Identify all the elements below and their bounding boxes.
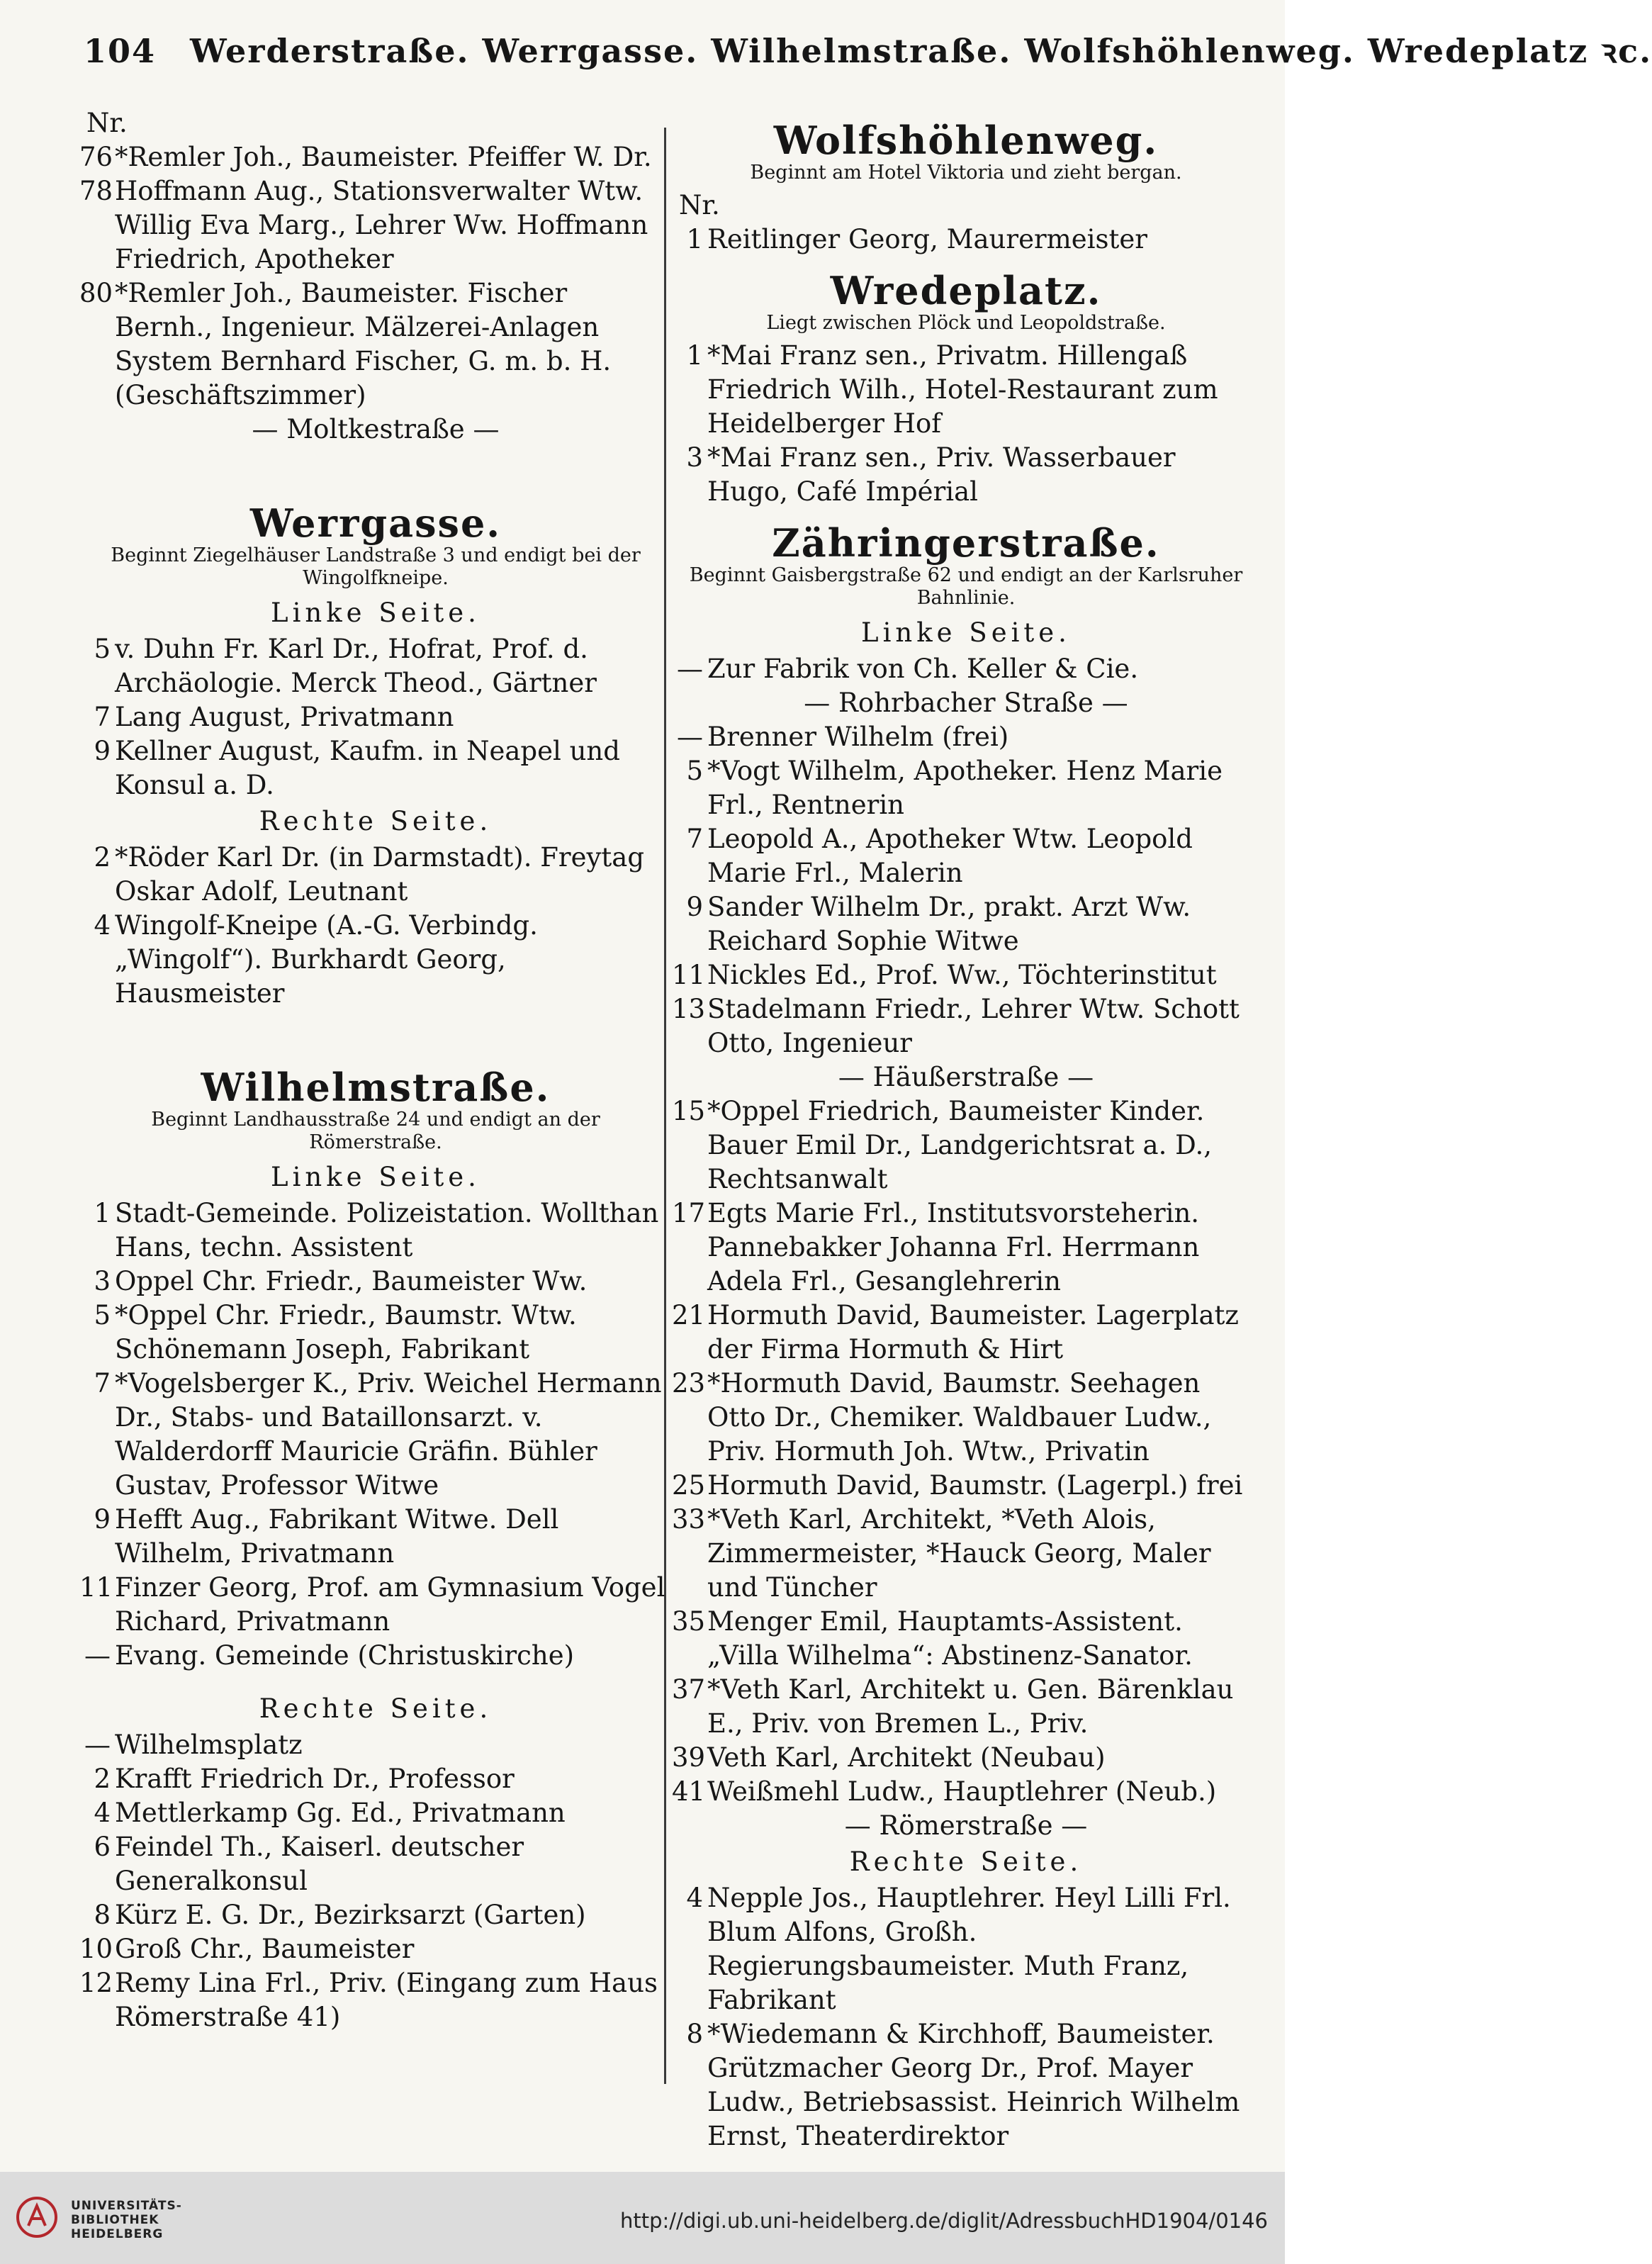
resident-text: v. Duhn Fr. Karl Dr., Hofrat, Prof. d. Archäologie. Merck Theod., Gärtner	[115, 634, 597, 698]
directory-entry	[672, 1673, 1260, 1741]
house-number: 1	[686, 340, 703, 371]
resident-text: Wilhelmsplatz	[115, 1730, 303, 1760]
resident-text: Lang August, Privatmann	[115, 702, 454, 732]
house-number: 8	[686, 2019, 703, 2049]
page-number: 104	[84, 32, 157, 70]
cross-street-moltkestrasse: — Moltkestraße —	[252, 414, 500, 444]
directory-entry	[672, 1197, 1260, 1299]
house-number: 6	[94, 1832, 111, 1862]
house-number: —	[84, 1640, 111, 1671]
side-label-left: Linke Seite.	[271, 598, 481, 628]
resident-text: *Veth Karl, Architekt, *Veth Alois, Zimmermeister, *Hauck Georg, Maler und Tüncher	[707, 1504, 1211, 1603]
directory-entry	[79, 1932, 672, 1966]
house-number: 4	[94, 910, 111, 941]
wredeplatz-list	[672, 339, 1260, 509]
zaehringer-right-list	[672, 1881, 1260, 2153]
continuation-list	[79, 140, 672, 413]
logo-line: BIBLIOTHEK	[71, 2213, 159, 2227]
directory-entry	[79, 1762, 672, 1796]
directory-entry	[79, 1639, 672, 1673]
resident-text: Remy Lina Frl., Priv. (Eingang zum Haus Römerstraße 41)	[115, 1968, 658, 2032]
resident-text: Reitlinger Georg, Maurermeister	[707, 224, 1147, 254]
directory-entry	[79, 1966, 672, 2034]
resident-text: Kürz E. G. Dr., Bezirksarzt (Garten)	[115, 1900, 586, 1930]
directory-entry	[79, 174, 672, 276]
resident-text: Zur Fabrik von Ch. Keller & Cie.	[707, 654, 1139, 684]
wolfshoehlenweg-list	[672, 223, 1260, 257]
resident-text: Feindel Th., Kaiserl. deutscher Generalkonsul	[115, 1832, 524, 1896]
page-running-title: Werderstraße. Werrgasse. Wilhelmstraße. Wolfshöhlenweg. Wredeplatz ꝛc.	[190, 32, 1652, 70]
resident-text: *Mai Franz sen., Priv. Wasserbauer Hugo, Café Impérial	[707, 442, 1176, 507]
street-title-werrgasse: Werrgasse.	[249, 500, 502, 546]
house-number: 11	[672, 960, 706, 990]
resident-text: Groß Chr., Baumeister	[115, 1934, 415, 1964]
resident-text: Menger Emil, Hauptamts-Assistent. „Villa Wilhelma“: Abstinenz-Sanator.	[707, 1606, 1193, 1671]
wilhelmstrasse-right-list	[79, 1728, 672, 2034]
house-number: 37	[672, 1674, 706, 1705]
side-label-right: Rechte Seite.	[259, 1693, 493, 1724]
directory-entry	[672, 223, 1260, 257]
resident-text: Stadelmann Friedr., Lehrer Wtw. Schott Otto, Ingenieur	[707, 994, 1240, 1058]
directory-entry	[672, 1775, 1260, 1809]
resident-text: *Mai Franz sen., Privatm. Hillengaß Friedrich Wilh., Hotel-Restaurant zum Heidelberger Hof	[707, 340, 1218, 439]
house-number: 7	[94, 702, 111, 732]
house-number: 33	[672, 1504, 706, 1535]
directory-entry	[672, 720, 1260, 754]
house-number: 23	[672, 1368, 706, 1399]
street-title-zaehringerstrasse: Zähringerstraße.	[772, 520, 1160, 566]
street-title-wolfshoehlenweg: Wolfshöhlenweg.	[773, 118, 1159, 163]
house-number: 2	[94, 1764, 111, 1794]
directory-entry	[672, 992, 1260, 1060]
resident-text: *Vogelsberger K., Priv. Weichel Hermann Dr., Stabs- und Bataillonsarzt. v. Walderdorff Mauricie Gräfin. Bühler Gustav, Professor Witwe	[115, 1368, 662, 1501]
directory-entry	[79, 700, 672, 734]
library-logo-text	[71, 2199, 182, 2241]
resident-text: Nepple Jos., Hauptlehrer. Heyl Lilli Frl. Blum Alfons, Großh. Regierungsbaumeister. Muth Franz, Fabrikant	[707, 1883, 1231, 2015]
house-number: 41	[672, 1776, 706, 1807]
street-title-wredeplatz: Wredeplatz.	[830, 268, 1102, 313]
street-subtitle-wilhelmstrasse: Beginnt Landhausstraße 24 und endigt an der Römerstraße.	[151, 1109, 600, 1153]
directory-entry	[672, 1367, 1260, 1469]
house-number: 1	[686, 224, 703, 254]
house-number: 3	[686, 442, 703, 473]
resident-text: Hormuth David, Baumstr. (Lagerpl.) frei	[707, 1470, 1243, 1501]
resident-text: *Oppel Friedrich, Baumeister Kinder. Bauer Emil Dr., Landgerichtsrat a. D., Rechtsanwalt	[707, 1096, 1212, 1194]
directory-entry	[79, 1503, 672, 1571]
right-column	[672, 106, 1260, 2151]
street-title-wilhelmstrasse: Wilhelmstraße.	[201, 1065, 551, 1110]
side-label-right: Rechte Seite.	[849, 1846, 1083, 1877]
logo-line: UNIVERSITÄTS-	[71, 2199, 182, 2213]
directory-entry	[79, 909, 672, 1011]
resident-text: Sander Wilhelm Dr., prakt. Arzt Ww. Reichard Sophie Witwe	[707, 892, 1191, 956]
directory-entry	[79, 1265, 672, 1299]
house-number: 4	[686, 1883, 703, 1913]
directory-entry	[672, 652, 1260, 686]
street-subtitle-wredeplatz: Liegt zwischen Plöck und Leopoldstraße.	[766, 312, 1166, 334]
house-number: 9	[686, 892, 703, 922]
left-column	[79, 106, 672, 2105]
resident-text: *Remler Joh., Baumeister. Pfeiffer W. Dr.	[115, 142, 652, 172]
zaehringer-list-a	[672, 652, 1260, 686]
resident-text: *Remler Joh., Baumeister. Fischer Bernh., Ingenieur. Mälzerei-Anlagen System Bernhard Fischer, G. m. b. H. (Geschäftszimmer)	[115, 278, 612, 410]
house-number: 4	[94, 1798, 111, 1828]
house-number: 2	[94, 842, 111, 873]
viewer-footer	[0, 2172, 1285, 2264]
directory-entry	[672, 822, 1260, 890]
house-number: 5	[686, 756, 703, 786]
directory-entry	[79, 1367, 672, 1503]
directory-entry	[672, 1881, 1260, 2017]
resident-text: Weißmehl Ludw., Hauptlehrer (Neub.)	[707, 1776, 1217, 1807]
directory-entry	[672, 890, 1260, 958]
house-number: 39	[672, 1742, 706, 1773]
house-number: 80	[79, 278, 113, 308]
house-number: 9	[94, 736, 111, 766]
directory-entry	[79, 1898, 672, 1932]
house-number: 8	[94, 1900, 111, 1930]
house-number: 15	[672, 1096, 706, 1126]
logo-line: HEIDELBERG	[71, 2227, 164, 2241]
resident-text: *Wiedemann & Kirchhoff, Baumeister. Grützmacher Georg Dr., Prof. Mayer Ludw., Betriebsassist. Heinrich Wilhelm Ernst, Theaterdirektor	[707, 2019, 1240, 2151]
resident-text: *Hormuth David, Baumstr. Seehagen Otto Dr., Chemiker. Waldbauer Ludw., Priv. Hormuth Joh. Wtw., Privatin	[707, 1368, 1212, 1467]
directory-entry	[672, 1469, 1260, 1503]
directory-entry	[672, 441, 1260, 509]
resident-text: Stadt-Gemeinde. Polizeistation. Wollthan Hans, techn. Assistent	[115, 1198, 659, 1262]
house-number: 1	[94, 1198, 111, 1228]
house-number: 35	[672, 1606, 706, 1637]
street-subtitle-wolfshoehlenweg: Beginnt am Hotel Viktoria und zieht bergan.	[750, 162, 1182, 184]
cross-street-rohrbacher: — Rohrbacher Straße —	[804, 688, 1128, 718]
directory-entry	[79, 276, 672, 413]
cross-street-roemer: — Römerstraße —	[844, 1810, 1088, 1841]
werrgasse-right-list	[79, 841, 672, 1011]
resident-text: Egts Marie Frl., Institutsvorsteherin. Pannebakker Johanna Frl. Herrmann Adela Frl., Gesanglehrerin	[707, 1198, 1200, 1296]
house-number: 12	[79, 1968, 113, 1998]
zaehringer-list-c	[672, 1094, 1260, 1809]
resident-text: Hormuth David, Baumeister. Lagerplatz der Firma Hormuth & Hirt	[707, 1300, 1239, 1364]
resident-text: Veth Karl, Architekt (Neubau)	[707, 1742, 1106, 1773]
directory-entry	[79, 841, 672, 909]
nr-label: Nr.	[86, 108, 128, 138]
directory-entry	[79, 140, 672, 174]
directory-entry	[672, 958, 1260, 992]
house-number: 5	[94, 634, 111, 664]
house-number: 9	[94, 1504, 111, 1535]
resident-text: Hoffmann Aug., Stationsverwalter Wtw. Willig Eva Marg., Lehrer Ww. Hoffmann Friedrich, Apotheker	[115, 176, 648, 274]
side-label-left: Linke Seite.	[861, 617, 1071, 648]
source-url-link[interactable]: http://digi.ub.uni-heidelberg.de/diglit/AdressbuchHD1904/0146	[619, 2209, 1268, 2233]
resident-text: Krafft Friedrich Dr., Professor	[115, 1764, 515, 1794]
nr-label: Nr.	[679, 190, 720, 220]
resident-text: Finzer Georg, Prof. am Gymnasium Vogel Richard, Privatmann	[115, 1572, 665, 1637]
house-number: 7	[94, 1368, 111, 1399]
house-number: 7	[686, 824, 703, 854]
house-number: —	[677, 722, 703, 752]
resident-text: *Röder Karl Dr. (in Darmstadt). Freytag Oskar Adolf, Leutnant	[115, 842, 645, 907]
page-header	[84, 28, 1652, 99]
resident-text: Nickles Ed., Prof. Ww., Töchterinstitut	[707, 960, 1217, 990]
house-number: 76	[79, 142, 113, 172]
house-number: 10	[79, 1934, 113, 1964]
side-label-left: Linke Seite.	[271, 1162, 481, 1192]
resident-text: Mettlerkamp Gg. Ed., Privatmann	[115, 1798, 566, 1828]
directory-entry	[79, 632, 672, 700]
house-number: 78	[79, 176, 113, 206]
directory-entry	[672, 1503, 1260, 1605]
directory-entry	[79, 1830, 672, 1898]
resident-text: Leopold A., Apotheker Wtw. Leopold Marie Frl., Malerin	[707, 824, 1193, 888]
resident-text: Oppel Chr. Friedr., Baumeister Ww.	[115, 1266, 588, 1296]
house-number: 21	[672, 1300, 706, 1330]
resident-text: *Veth Karl, Architekt u. Gen. Bärenklau E., Priv. von Bremen L., Priv.	[707, 1674, 1234, 1739]
directory-entry	[672, 754, 1260, 822]
house-number: —	[677, 654, 703, 684]
directory-entry	[79, 1571, 672, 1639]
resident-text: Evang. Gemeinde (Christuskirche)	[115, 1640, 575, 1671]
house-number: 3	[94, 1266, 111, 1296]
resident-text: Hefft Aug., Fabrikant Witwe. Dell Wilhelm, Privatmann	[115, 1504, 559, 1569]
cross-street-haeusser: — Häußerstraße —	[838, 1062, 1094, 1092]
resident-text: Brenner Wilhelm (frei)	[707, 722, 1009, 752]
directory-entry	[79, 1796, 672, 1830]
directory-entry	[79, 1728, 672, 1762]
street-subtitle-zaehringerstrasse: Beginnt Gaisbergstraße 62 und endigt an der Karlsruher Bahnlinie.	[689, 564, 1243, 609]
street-subtitle-werrgasse: Beginnt Ziegelhäuser Landstraße 3 und endigt bei der Wingolfkneipe.	[111, 544, 641, 589]
resident-text: *Vogt Wilhelm, Apotheker. Henz Marie Frl., Rentnerin	[707, 756, 1223, 820]
directory-entry	[672, 2017, 1260, 2153]
directory-entry	[79, 1299, 672, 1367]
side-label-right: Rechte Seite.	[259, 806, 493, 836]
house-number: 17	[672, 1198, 706, 1228]
house-number: 11	[79, 1572, 113, 1603]
house-number: 25	[672, 1470, 706, 1501]
zaehringer-list-b	[672, 720, 1260, 1060]
directory-entry	[672, 1299, 1260, 1367]
wilhelmstrasse-left-list	[79, 1197, 672, 1673]
directory-entry	[79, 1197, 672, 1265]
resident-text: Wingolf-Kneipe (A.-G. Verbindg. „Wingolf“). Burkhardt Georg, Hausmeister	[115, 910, 538, 1009]
werrgasse-left-list	[79, 632, 672, 802]
directory-entry	[672, 1741, 1260, 1775]
library-logo-icon	[16, 2196, 58, 2238]
directory-entry	[672, 1094, 1260, 1197]
house-number: —	[84, 1730, 111, 1760]
house-number: 5	[94, 1300, 111, 1330]
directory-entry	[79, 734, 672, 802]
directory-entry	[672, 339, 1260, 441]
house-number: 13	[672, 994, 706, 1024]
resident-text: Kellner August, Kaufm. in Neapel und Konsul a. D.	[115, 736, 620, 800]
resident-text: *Oppel Chr. Friedr., Baumstr. Wtw. Schönemann Joseph, Fabrikant	[115, 1300, 577, 1364]
directory-entry	[672, 1605, 1260, 1673]
